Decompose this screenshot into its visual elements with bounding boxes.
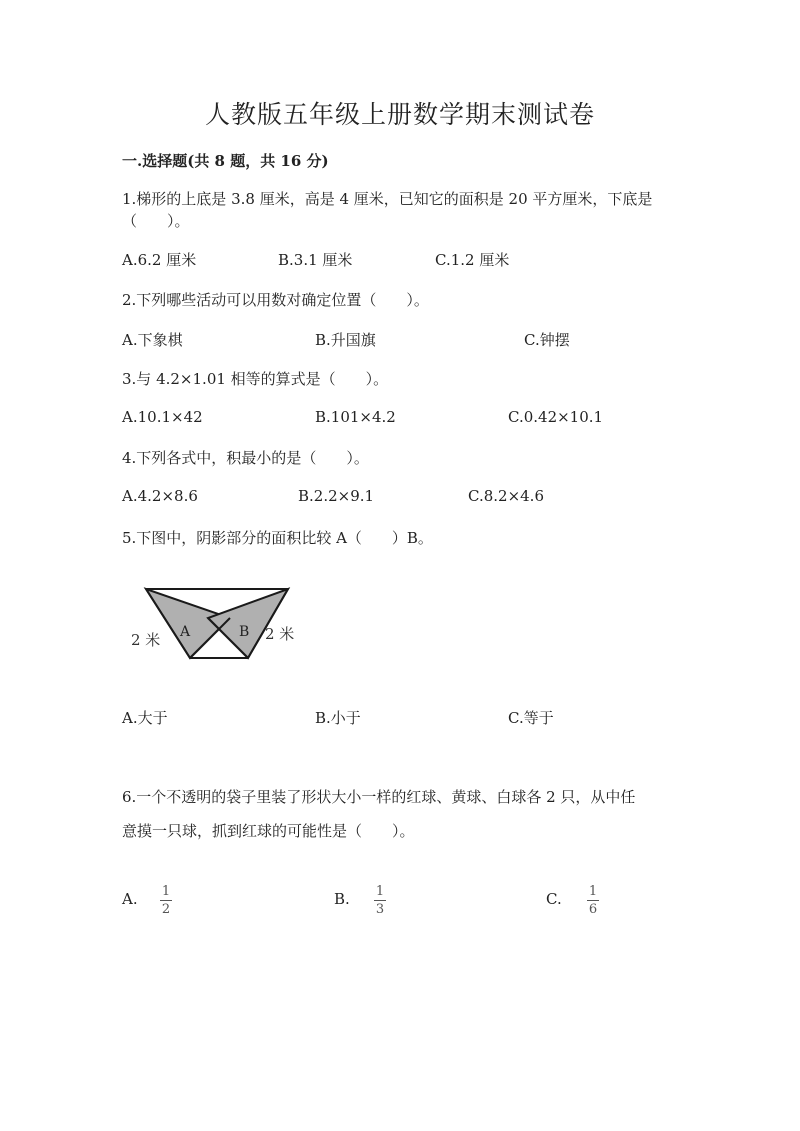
question-6-text-cont: 意摸一只球，抓到红球的可能性是（ ）。	[122, 822, 415, 840]
question-1-option-c: C.1.2 厘米	[435, 251, 510, 269]
question-6-text: 6.一个不透明的袋子里装了形状大小一样的红球、黄球、白球各 2 只，从中任	[122, 788, 636, 806]
question-3-option-a: A.10.1×42	[122, 408, 203, 426]
question-1-option-b: B.3.1 厘米	[278, 251, 353, 269]
question-2-option-c: C.钟摆	[524, 331, 570, 349]
question-6-option-b-label: B.	[334, 890, 350, 908]
figure-label-a: A	[180, 624, 191, 640]
section-heading: 一.选择题(共 8 题，共 16 分)	[122, 152, 329, 170]
question-4-option-c: C.8.2×4.6	[468, 487, 544, 505]
question-4-option-a: A.4.2×8.6	[122, 487, 198, 505]
fraction-bar	[160, 900, 172, 901]
question-1-text-cont: （ ）。	[122, 212, 190, 230]
question-3-option-c: C.0.42×10.1	[508, 408, 604, 426]
question-5-option-c: C.等于	[508, 709, 554, 727]
fraction-numerator: 1	[375, 884, 385, 899]
fraction-denominator: 2	[161, 902, 171, 917]
question-2-option-a: A.下象棋	[122, 331, 183, 349]
question-1-option-a: A.6.2 厘米	[122, 251, 197, 269]
question-4-text: 4.下列各式中，积最小的是（ ）。	[122, 449, 369, 467]
question-6-option-c-fraction	[587, 884, 599, 917]
question-6-option-a-fraction	[160, 884, 172, 917]
question-1-text: 1.梯形的上底是 3.8 厘米，高是 4 厘米，已知它的面积是 20 平方厘米，下底是	[122, 190, 653, 208]
question-4-option-b: B.2.2×9.1	[298, 487, 375, 505]
figure-label-b: B	[239, 624, 250, 640]
fraction-numerator: 1	[588, 884, 598, 899]
question-6-option-b-fraction	[374, 884, 386, 917]
fraction-numerator: 1	[161, 884, 171, 899]
question-2-option-b: B.升国旗	[315, 331, 376, 349]
question-6-option-a-label: A.	[122, 890, 138, 908]
figure-label-right: 2 米	[265, 625, 295, 643]
question-5-option-a: A.大于	[122, 709, 168, 727]
question-6-option-c-label: C.	[546, 890, 562, 908]
figure-label-left: 2 米	[131, 631, 161, 649]
question-5-option-b: B.小于	[315, 709, 361, 727]
fraction-bar	[374, 900, 386, 901]
page-title: 人教版五年级上册数学期末测试卷	[204, 100, 595, 129]
question-3-option-b: B.101×4.2	[315, 408, 396, 426]
fraction-bar	[587, 900, 599, 901]
question-3-text: 3.与 4.2×1.01 相等的算式是（ ）。	[122, 370, 389, 388]
trapezoid-figure	[128, 582, 308, 664]
question-5-text: 5.下图中，阴影部分的面积比较 A（ ）B。	[122, 529, 433, 547]
question-2-text: 2.下列哪些活动可以用数对确定位置（ ）。	[122, 291, 429, 309]
fraction-denominator: 6	[588, 902, 598, 917]
fraction-denominator: 3	[375, 902, 385, 917]
